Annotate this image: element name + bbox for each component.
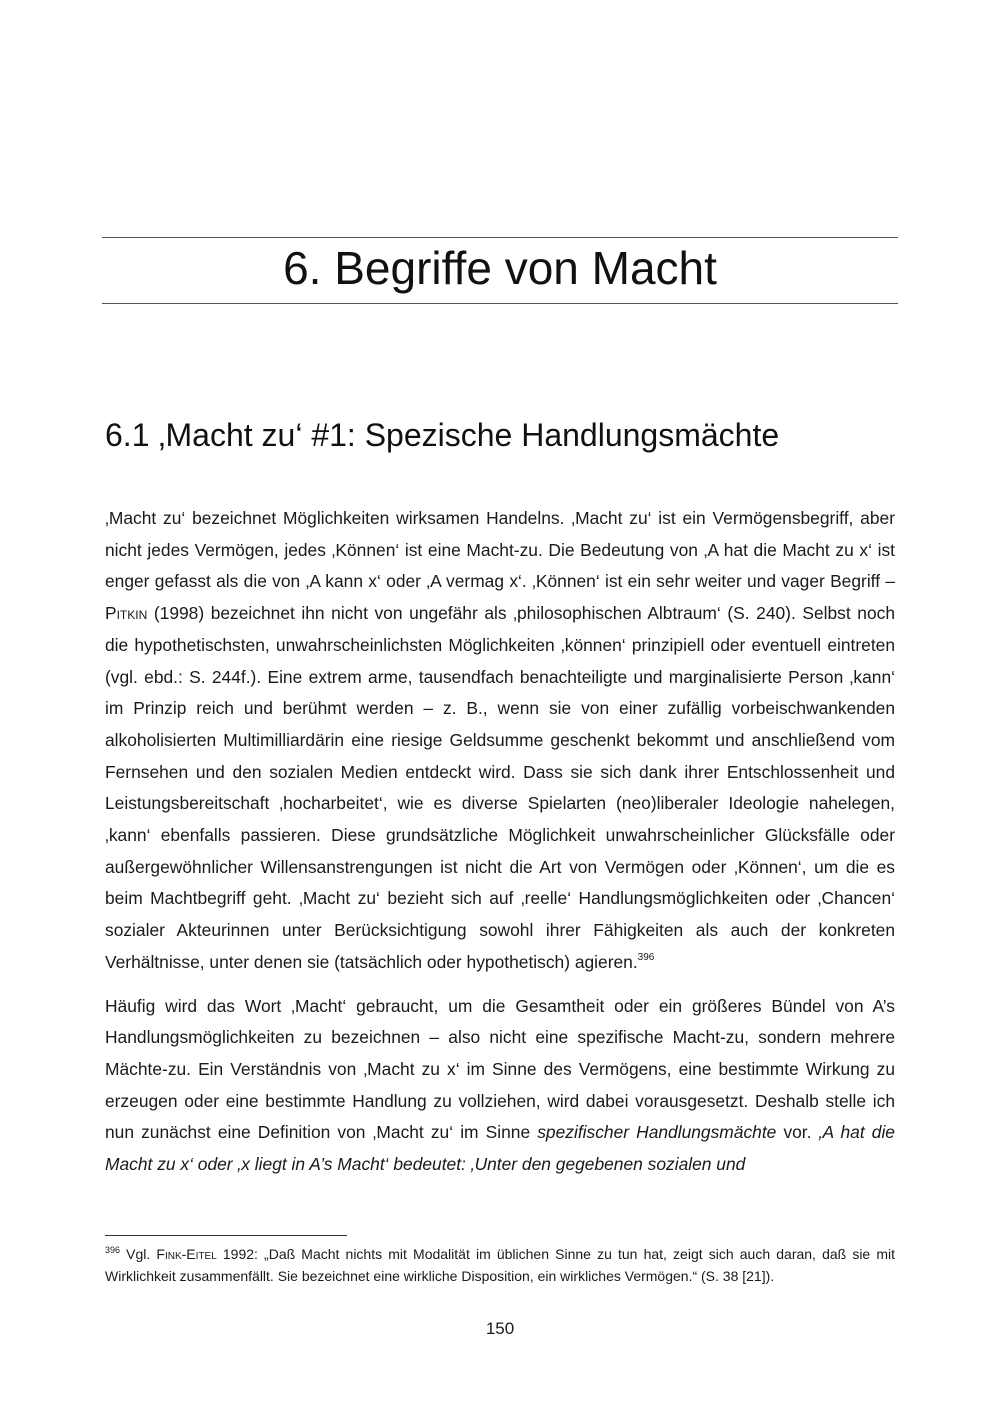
paragraph-1 bbox=[105, 503, 895, 979]
paragraph-2-definition: ‚A hat die Macht zu x‘ oder ‚x liegt in A’s Macht‘ bedeutet: ‚Unter den gegebenen sozialen und bbox=[105, 1122, 895, 1175]
footnote-reference[interactable]: 396 bbox=[637, 951, 655, 963]
footnote-number: 396 bbox=[105, 1245, 121, 1255]
footnote-author: Fink-Eitel bbox=[156, 1246, 217, 1262]
chapter-rule-top bbox=[102, 237, 898, 238]
section-title: 6.1 ‚Macht zu‘ #1: Spezische Handlungsmächte bbox=[105, 417, 780, 453]
paragraph-2 bbox=[105, 991, 895, 1181]
paragraph-2-text-b: vor. bbox=[776, 1122, 819, 1143]
footnote-separator bbox=[105, 1235, 347, 1236]
paragraph-1-text-a: ‚Macht zu‘ bezeichnet Möglichkeiten wirksamen Handelns. ‚Macht zu‘ ist ein Vermögensbegriff, aber nicht jedes Vermögen, jedes ‚Können‘ ist eine Macht-zu. Die Bedeutung von ‚A hat die Macht zu x‘ ist enger gefasst als die von ‚A kann x‘ oder ‚A vermag x‘. ‚Können‘ ist ein sehr weiter und vager Begriff – bbox=[105, 508, 895, 592]
paragraph-1-text-b: (1998) bezeichnet ihn nicht von ungefähr als ‚philosophischen Albtraum‘ (S. 240). Selbst noch die hypothetischsten, unwahrscheinlichsten Möglichkeiten ‚können‘ prinzipiell oder eventuell eintreten (vgl. ebd.: S. 244f.). Eine extrem arme, tausendfach benachteiligte und marginalisierte Person ‚kann‘ im Prinzip reich und berühmt werden – z. B., wenn sie von einer zufällig vorbeischwankenden alkoholisierten Multimilliardärin eine riesige Geldsumme geschenkt bekommt und anschließend vom Fernsehen und den sozialen Medien entdeckt wird. Dass sie sich dank ihrer Entschlossenheit und Leistungsbereitschaft ‚hocharbeitet‘, wie es diverse Spielarten (neo)liberaler Ideologie nahelegen, ‚kann‘ ebenfalls passieren. Diese grundsätzliche Möglichkeit unwahrscheinlicher Glücksfälle oder außergewöhnlicher Willensanstrengungen ist nicht die Art von Vermögen oder ‚Können‘, um die es beim Machtbegriff geht. ‚Macht zu‘ bezieht sich auf ‚reelle‘ Handlungsmöglichkeiten oder ‚Chancen‘ sozialer Akteurinnen unter Berücksichtigung sowohl ihrer Fähigkeiten als auch der konkreten Verhältnisse, unter denen sie (tatsächlich oder hypothetisch) agieren. bbox=[105, 603, 895, 972]
footnote-text: 1992: „Daß Macht nichts mit Modalität im üblichen Sinne zu tun hat, zeigt sich auch daran, daß sie mit Wirklichkeit zusammenfällt. Sie bezeichnet eine wirkliche Disposition, ein wirkliches Vermögen.“ (S. 38 [21]). bbox=[105, 1246, 896, 1284]
body-text bbox=[105, 503, 895, 1193]
footnote-prefix: Vgl. bbox=[120, 1246, 157, 1262]
footnote bbox=[105, 1243, 895, 1287]
chapter-title: 6. Begriffe von Macht bbox=[283, 242, 717, 294]
page-number: 150 bbox=[485, 1319, 515, 1338]
author-pitkin: Pitkin bbox=[105, 603, 148, 624]
paragraph-2-emphasis: spezifischer Handlungsmächte bbox=[537, 1122, 777, 1143]
chapter-rule-bottom bbox=[102, 303, 898, 304]
paragraph-2-text-a: Häufig wird das Wort ‚Macht‘ gebraucht, um die Gesamtheit oder ein größeres Bündel von A’s Handlungsmöglichkeiten zu bezeichnen – also nicht eine spezifische Macht-zu, sondern mehrere Mächte-zu. Ein Verständnis von ‚Macht zu x‘ im Sinne des Vermögens, eine bestimmte Wirkung zu erzeugen oder eine bestimmte Handlung zu vollziehen, wird dabei vorausgesetzt. Deshalb stelle ich nun zunächst eine Definition von ‚Macht zu‘ im Sinne bbox=[105, 995, 895, 1143]
